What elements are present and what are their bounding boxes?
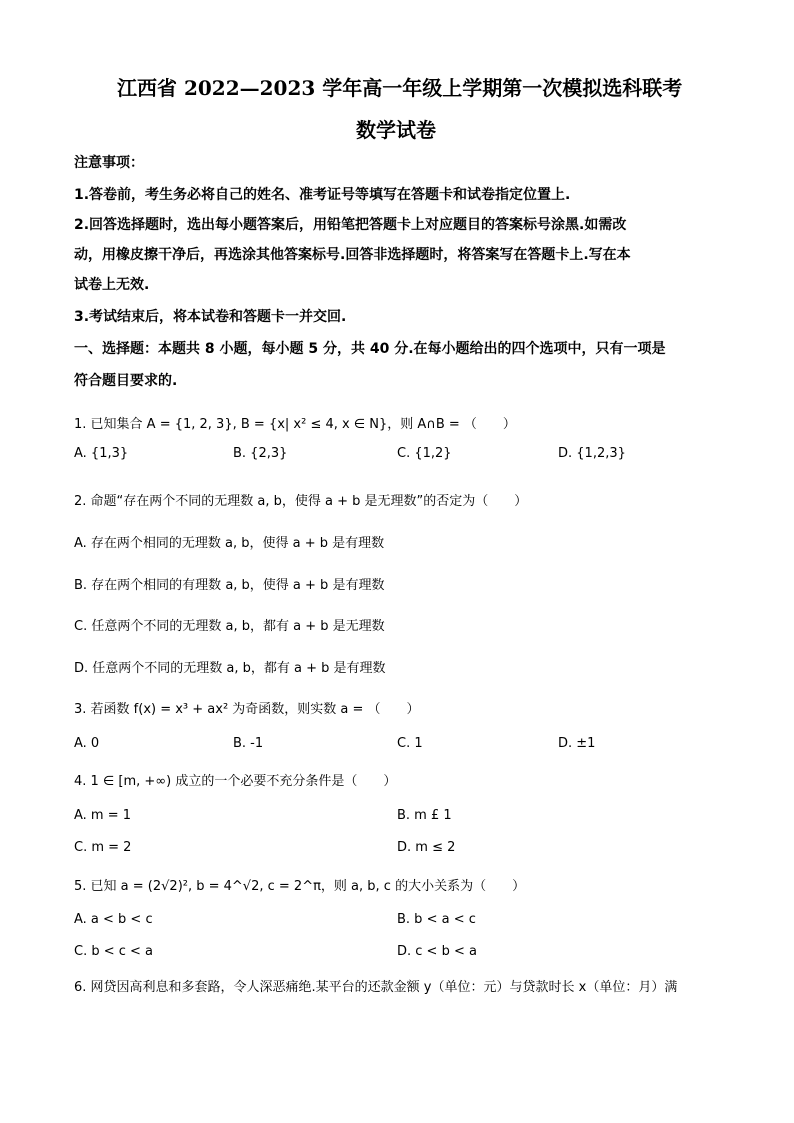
question-2-option-b: B. 存在两个相同的有理数 a, b，使得 a + b 是有理数 <box>74 578 385 593</box>
question-4-option-d: D. m ≤ 2 <box>397 840 456 855</box>
question-5-option-b: B. b < a < c <box>397 912 476 927</box>
question-3-option-d: D. ±1 <box>558 736 596 751</box>
question-1-option-b: B. {2,3} <box>233 446 288 461</box>
notice-item-2-line-1: 2.回答选择题时，选出每小题答案后，用铅笔把答题卡上对应题目的答案标号涂黑.如需改 <box>74 217 627 233</box>
question-3-option-a: A. 0 <box>74 736 100 751</box>
question-5-stem: 5. 已知 a = (2√2)², b = 4^√2, c = 2^π，则 a, b, c 的大小关系为（ ） <box>74 879 526 894</box>
notice-item-2-line-3: 试卷上无效. <box>74 277 150 293</box>
question-2-option-c: C. 任意两个不同的无理数 a, b，都有 a + b 是无理数 <box>74 619 385 634</box>
exam-subtitle: 数学试卷 <box>356 118 436 142</box>
question-2-option-a: A. 存在两个相同的无理数 a, b，使得 a + b 是有理数 <box>74 536 385 551</box>
question-4-option-a: A. m = 1 <box>74 808 132 823</box>
question-5-option-c: C. b < c < a <box>74 944 154 959</box>
question-2-option-d: D. 任意两个不同的无理数 a, b，都有 a + b 是有理数 <box>74 661 386 676</box>
question-5-option-a: A. a < b < c <box>74 912 153 927</box>
question-4-stem: 4. 1 ∈ [m, +∞) 成立的一个必要不充分条件是（ ） <box>74 774 397 789</box>
question-6-stem: 6. 网贷因高利息和多套路，令人深恶痛绝.某平台的还款金额 y（单位：元）与贷款时长 x（单位：月）满 <box>74 980 678 995</box>
exam-title: 江西省 2022—2023 学年高一年级上学期第一次模拟选科联考 <box>117 76 683 100</box>
question-1-option-d: D. {1,2,3} <box>558 446 626 461</box>
notice-heading: 注意事项： <box>74 155 144 171</box>
question-1-option-c: C. {1,2} <box>397 446 452 461</box>
question-4-option-c: C. m = 2 <box>74 840 132 855</box>
question-4-option-b: B. m £ 1 <box>397 808 452 823</box>
question-1-option-a: A. {1,3} <box>74 446 129 461</box>
question-2-stem: 2. 命题“存在两个不同的无理数 a, b，使得 a + b 是无理数”的否定为（ ） <box>74 494 528 509</box>
notice-item-2-line-2: 动，用橡皮擦干净后，再选涂其他答案标号.回答非选择题时，将答案写在答题卡上.写在本 <box>74 247 631 263</box>
question-3-option-b: B. -1 <box>233 736 264 751</box>
question-3-stem: 3. 若函数 f(x) = x³ + ax² 为奇函数，则实数 a = （ ） <box>74 702 420 717</box>
question-3-option-c: C. 1 <box>397 736 423 751</box>
question-1-stem: 1. 已知集合 A = {1, 2, 3}, B = {x| x² ≤ 4, x ∈ N}，则 A∩B = （ ） <box>74 417 516 432</box>
question-5-option-d: D. c < b < a <box>397 944 477 959</box>
section-heading-line-1: 一、选择题：本题共 8 小题，每小题 5 分，共 40 分.在每小题给出的四个选项中，只有一项是 <box>74 341 666 357</box>
notice-item-1: 1.答卷前，考生务必将自己的姓名、准考证号等填写在答题卡和试卷指定位置上. <box>74 187 571 203</box>
notice-item-3: 3.考试结束后，将本试卷和答题卡一并交回. <box>74 309 347 325</box>
section-heading-line-2: 符合题目要求的. <box>74 373 178 389</box>
